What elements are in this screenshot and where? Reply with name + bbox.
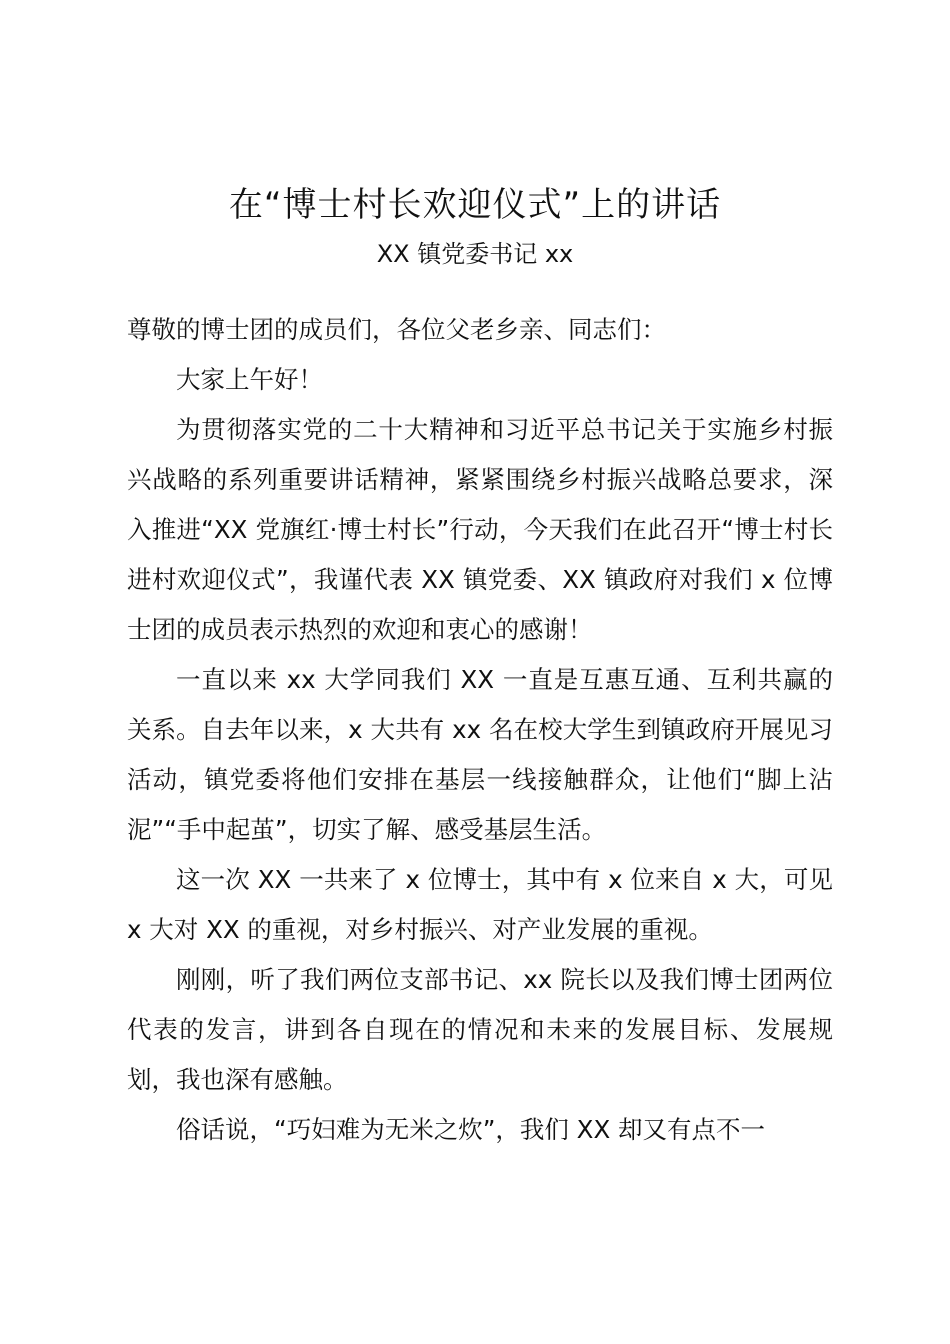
paragraph-cooperation: 一直以来 xx 大学同我们 XX 一直是互惠互通、互利共赢的关系。自去年以来，x 大共有 xx 名在校大学生到镇政府开展见习活动，镇党委将他们安排在基层一线接触群众，让他们“脚上沾泥”“手中起茧”，切实了解、感受基层生活。 [127, 665, 833, 844]
paragraph-greeting: 大家上午好！ [176, 365, 323, 394]
paragraph-welcome: 为贯彻落实党的二十大精神和习近平总书记关于实施乡村振兴战略的系列重要讲话精神，紧紧围绕乡村振兴战略总要求，深入推进“XX 党旗红·博士村长”行动，今天我们在此召开“博士村长进村欢迎仪式”，我谨代表 XX 镇党委、XX 镇政府对我们 x 位博士团的成员表示热烈的欢迎和衷心的感谢！ [127, 415, 833, 644]
paragraph-doctors: 这一次 XX 一共来了 x 位博士，其中有 x 位来自 x 大，可见 x 大对 XX 的重视，对乡村振兴、对产业发展的重视。 [127, 865, 833, 944]
salutation: 尊敬的博士团的成员们，各位父老乡亲、同志们： [127, 315, 666, 344]
document-body [127, 305, 833, 1155]
document-author-line: XX 镇党委书记 xx [376, 240, 574, 268]
paragraph-reflection: 刚刚，听了我们两位支部书记、xx 院长以及我们博士团两位代表的发言，讲到各自现在的情况和未来的发展目标、发展规划，我也深有感触。 [127, 965, 833, 1094]
document-title: 在“博士村长欢迎仪式”上的讲话 [228, 185, 722, 225]
paragraph-proverb: 俗话说，“巧妇难为无米之炊”，我们 XX 却又有点不一 [176, 1115, 766, 1144]
